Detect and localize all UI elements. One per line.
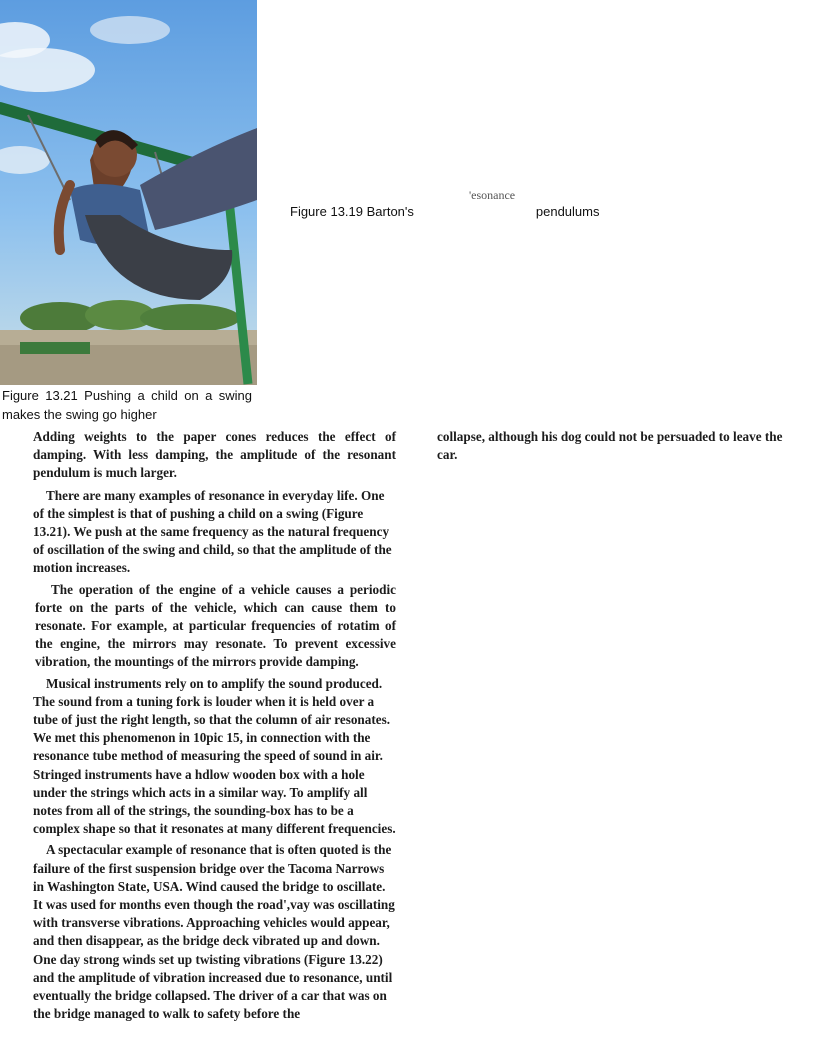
swing-photo — [0, 0, 257, 385]
left-text-column — [33, 428, 396, 1024]
figure-13-21-caption: Figure 13.21 Pushing a child on a swing makes the swing go higher — [2, 388, 252, 422]
right-text-column — [437, 428, 802, 464]
paragraph: Adding weights to the paper cones reduces the effect of damping. With less damping, the amplitude of the resonant pendulum is much larger. — [33, 429, 396, 481]
figure-13-19-caption-right: pendulums — [535, 204, 600, 219]
paragraph: There are many examples of resonance in everyday life. One of the simplest is that of pushing a child on a swing (Figure 13.21). We push at the same frequency as the natural frequency of oscillation of the swing and child, so that the amplitude of the motion increases. — [33, 487, 392, 576]
figure-13-19-caption-left: Figure 13.19 Barton's — [290, 204, 414, 219]
figure-13-19-caption — [290, 202, 600, 221]
paragraph: The operation of the engine of a vehicle causes a periodic forte on the parts of the vehicle, which can cause them to resonate. For example, at particular frequencies of rotatim of the engine, the mirrors may resonate. To prevent excessive vibration, the mountings of the mirrors provide damping. — [35, 581, 396, 670]
paragraph: collapse, although his dog could not be persuaded to leave the car. — [437, 429, 783, 463]
paragraph: Musical instruments rely on to amplify the sound produced. The sound from a tuning fork is louder when it is held over a tube of just the right length, so that the column of air resonates. We met this phenomenon in 10pic 15, in connection with the resonance tube method of measuring the speed of sound in air. Stringed instruments have a hdlow wooden box with a hole under the strings which acts in a similar way. To amplify all notes from all of the strings, the sounding-box has to be a complex shape so that it resonates at many different frequencies. — [33, 675, 396, 837]
figure-13-19-label-fragment: 'esonance — [469, 188, 516, 202]
paragraph: A spectacular example of resonance that is often quoted is the failure of the first suspension bridge over the Tacoma Narrows in Washington State, USA. Wind caused the bridge to oscillate. It was used for months even though the road',vay was oscillating with transverse vibrations. Approaching vehicles would appear, and then disappear, as the bridge deck vibrated up and down. One day strong winds set up twisting vibrations (Figure 13.22) and the amplitude of vibration increased due to resonance, until eventually the bridge collapsed. The driver of a car that was on the bridge managed to walk to safety before the — [33, 842, 395, 1022]
